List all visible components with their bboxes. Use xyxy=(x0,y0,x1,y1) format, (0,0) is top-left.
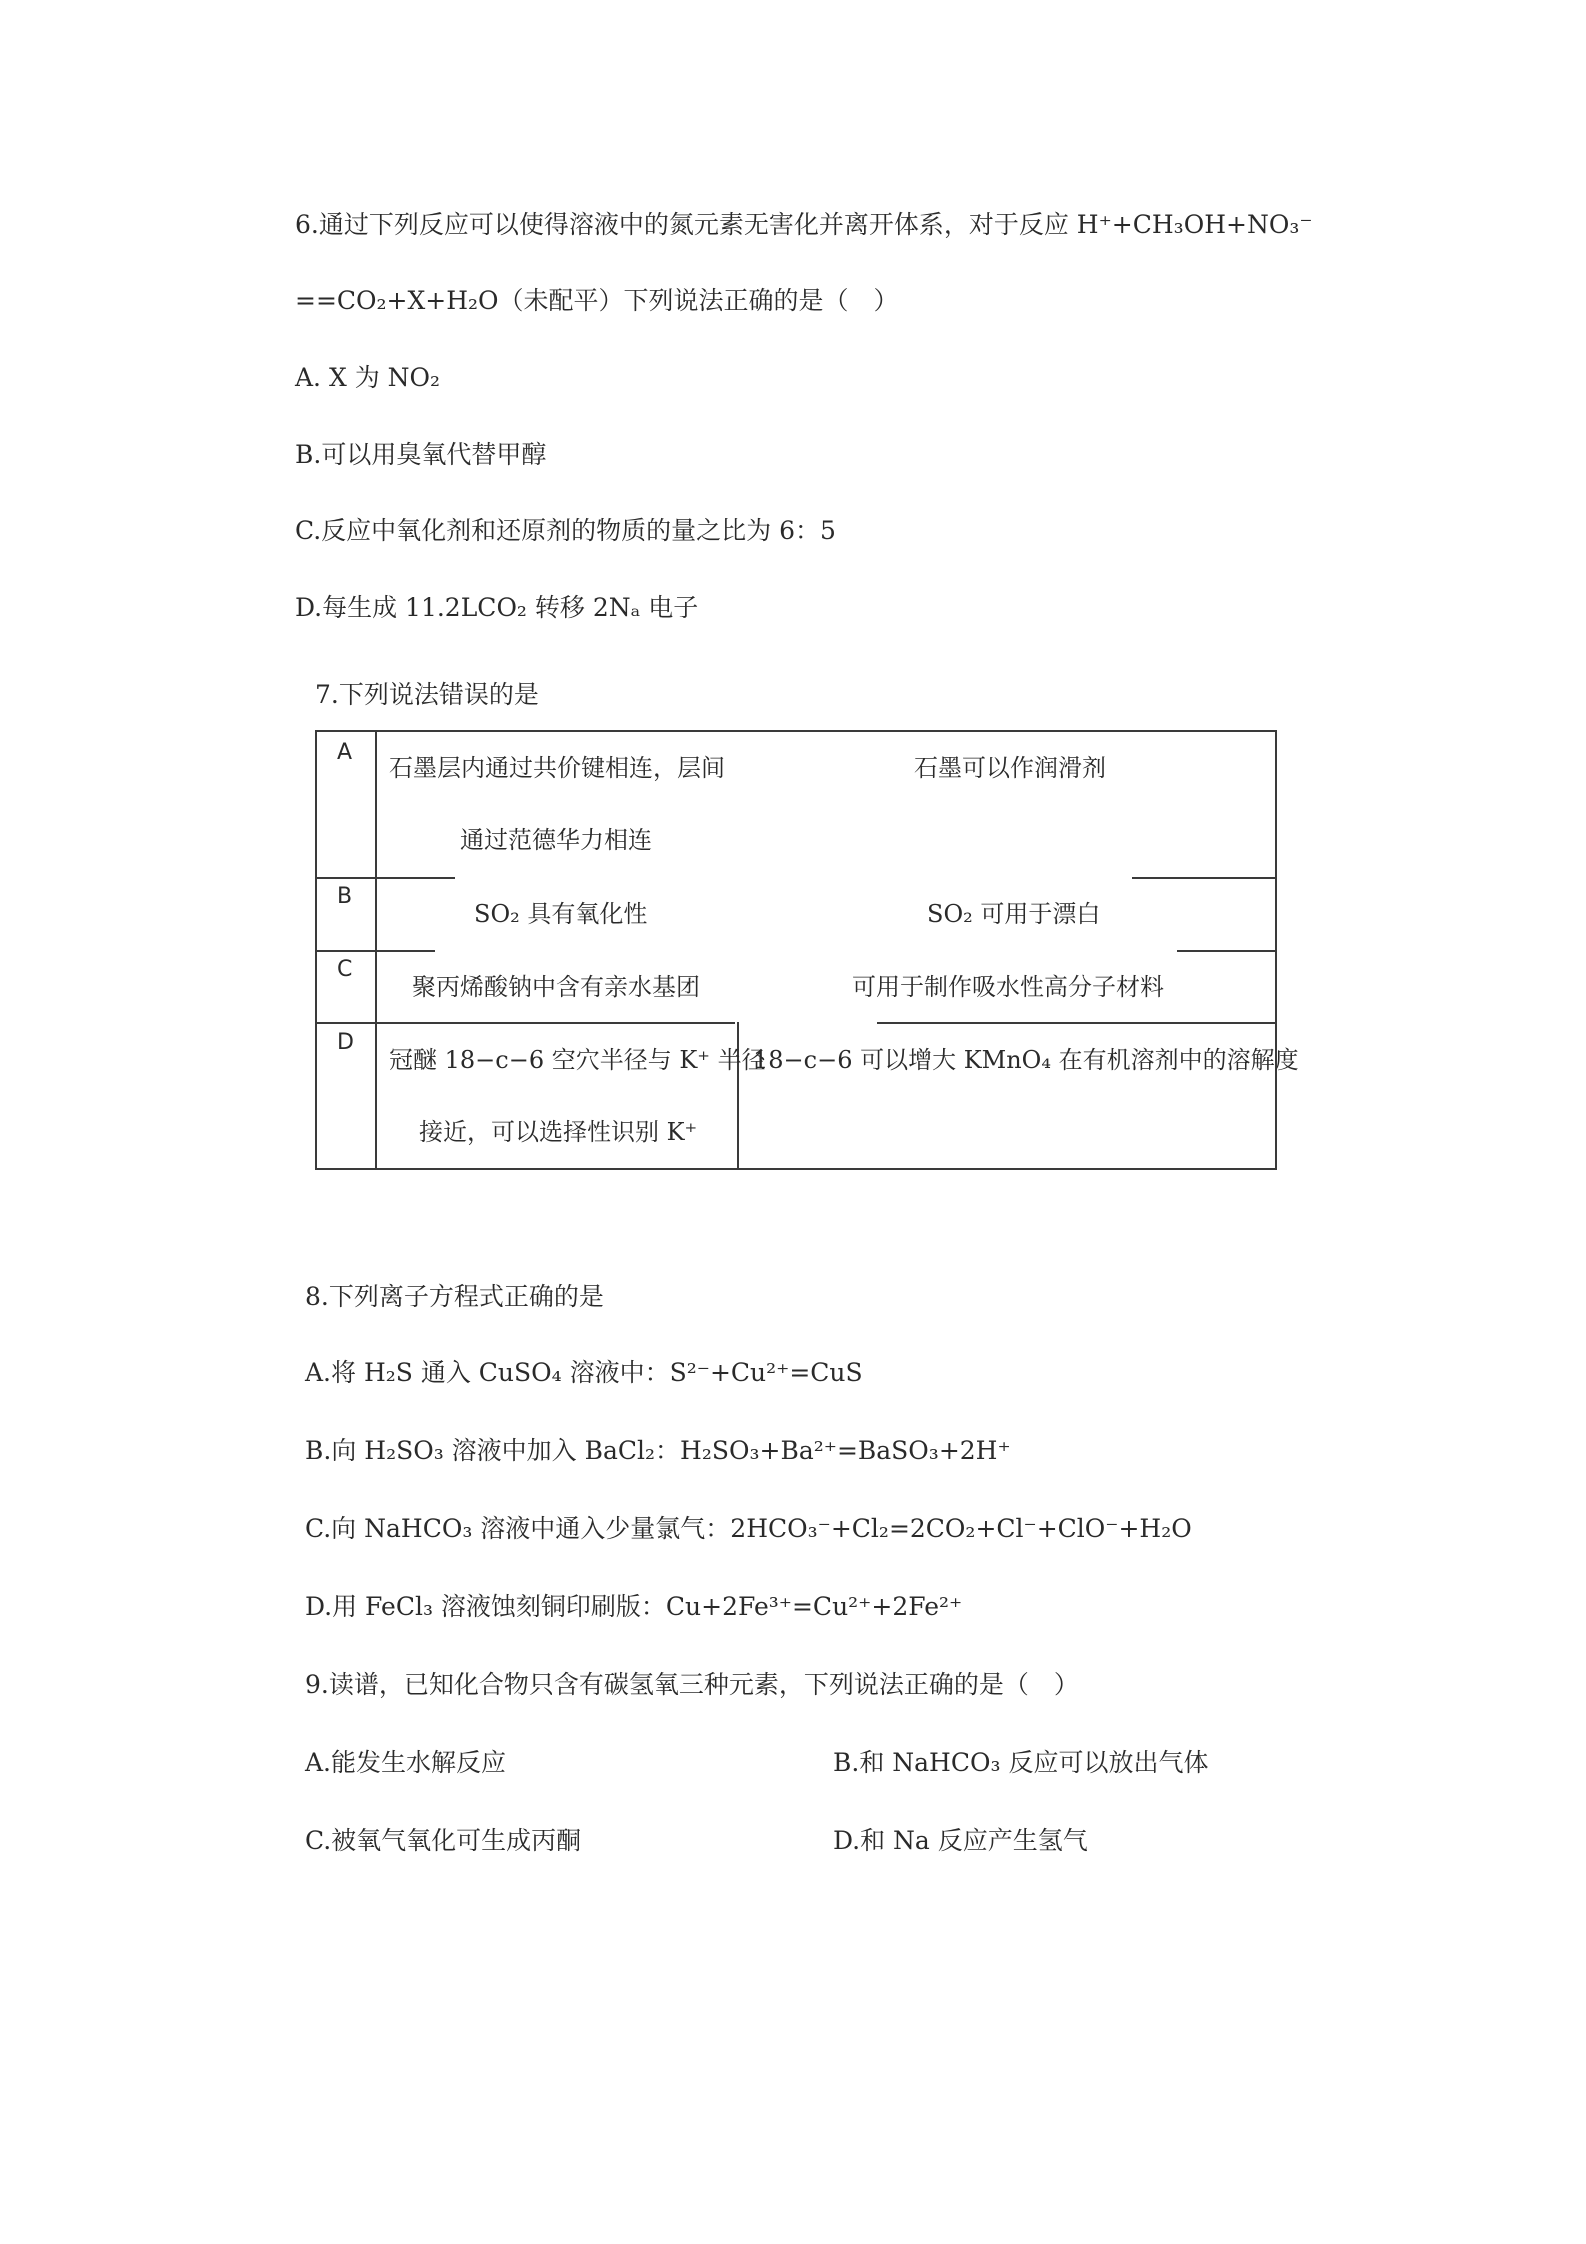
q6-stem-line1: 6.通过下列反应可以使得溶液中的氮元素无害化并离开体系，对于反应 H⁺+CH₃OH+NO₃⁻ xyxy=(295,210,1313,239)
q6-stem-line2: ==CO₂+X+H₂O（未配平）下列说法正确的是（ ） xyxy=(295,286,899,315)
table-divider xyxy=(1132,877,1275,879)
q8-option-d: D.用 FeCl₃ 溶液蚀刻铜印刷版：Cu+2Fe³⁺=Cu²⁺+2Fe²⁺ xyxy=(305,1592,963,1621)
row-a-premise-line1: 石墨层内通过共价键相连，层间 xyxy=(389,754,725,782)
row-d-premise-line2: 接近，可以选择性识别 K⁺ xyxy=(419,1118,698,1146)
q9-option-d: D.和 Na 反应产生氢气 xyxy=(833,1826,1088,1855)
table-divider xyxy=(317,950,375,952)
row-label-b: B xyxy=(337,884,353,909)
q8-option-c: C.向 NaHCO₃ 溶液中通入少量氯气：2HCO₃⁻+Cl₂=2CO₂+Cl⁻+ClO⁻+H₂O xyxy=(305,1514,1192,1543)
q9-option-b: B.和 NaHCO₃ 反应可以放出气体 xyxy=(833,1748,1209,1777)
row-c-conclusion: 可用于制作吸水性高分子材料 xyxy=(852,973,1164,1001)
table-divider xyxy=(375,1022,735,1024)
q8-option-a: A.将 H₂S 通入 CuSO₄ 溶液中：S²⁻+Cu²⁺=CuS xyxy=(305,1358,863,1387)
q6-option-d: D.每生成 11.2LCO₂ 转移 2Nₐ 电子 xyxy=(295,593,699,622)
q9-title: 9.读谱，已知化合物只含有碳氢氧三种元素，下列说法正确的是（ ） xyxy=(305,1670,1079,1699)
row-label-c: C xyxy=(337,957,353,982)
row-b-conclusion: SO₂ 可用于漂白 xyxy=(927,900,1101,928)
q9-option-a: A.能发生水解反应 xyxy=(305,1748,507,1777)
q9-option-c: C.被氧气氧化可生成丙酮 xyxy=(305,1826,582,1855)
q6-option-c: C.反应中氧化剂和还原剂的物质的量之比为 6：5 xyxy=(295,516,836,545)
row-c-premise: 聚丙烯酸钠中含有亲水基团 xyxy=(412,973,700,1001)
row-a-conclusion: 石墨可以作润滑剂 xyxy=(914,754,1106,782)
q8-title: 8.下列离子方程式正确的是 xyxy=(305,1282,604,1311)
row-a-premise-line2: 通过范德华力相连 xyxy=(460,826,652,854)
row-label-a: A xyxy=(337,740,353,765)
q6-option-a: A. X 为 NO₂ xyxy=(295,363,441,392)
table-divider xyxy=(1177,950,1275,952)
table-divider xyxy=(317,877,375,879)
table-divider xyxy=(375,950,435,952)
table-divider xyxy=(375,877,455,879)
q7-title: 7.下列说法错误的是 xyxy=(315,680,539,709)
row-d-premise-line1: 冠醚 18−c−6 空穴半径与 K⁺ 半径 xyxy=(389,1046,766,1074)
table-divider xyxy=(877,1022,1275,1024)
q6-option-b: B.可以用臭氧代替甲醇 xyxy=(295,440,547,469)
table-divider xyxy=(317,1022,375,1024)
q8-option-b: B.向 H₂SO₃ 溶液中加入 BaCl₂：H₂SO₃+Ba²⁺=BaSO₃+2H⁺ xyxy=(305,1436,1011,1465)
row-label-d: D xyxy=(337,1030,354,1055)
row-d-conclusion: 18−c−6 可以增大 KMnO₄ 在有机溶剂中的溶解度 xyxy=(753,1046,1299,1074)
row-b-premise: SO₂ 具有氧化性 xyxy=(474,900,648,928)
q7-table xyxy=(315,730,1299,1170)
